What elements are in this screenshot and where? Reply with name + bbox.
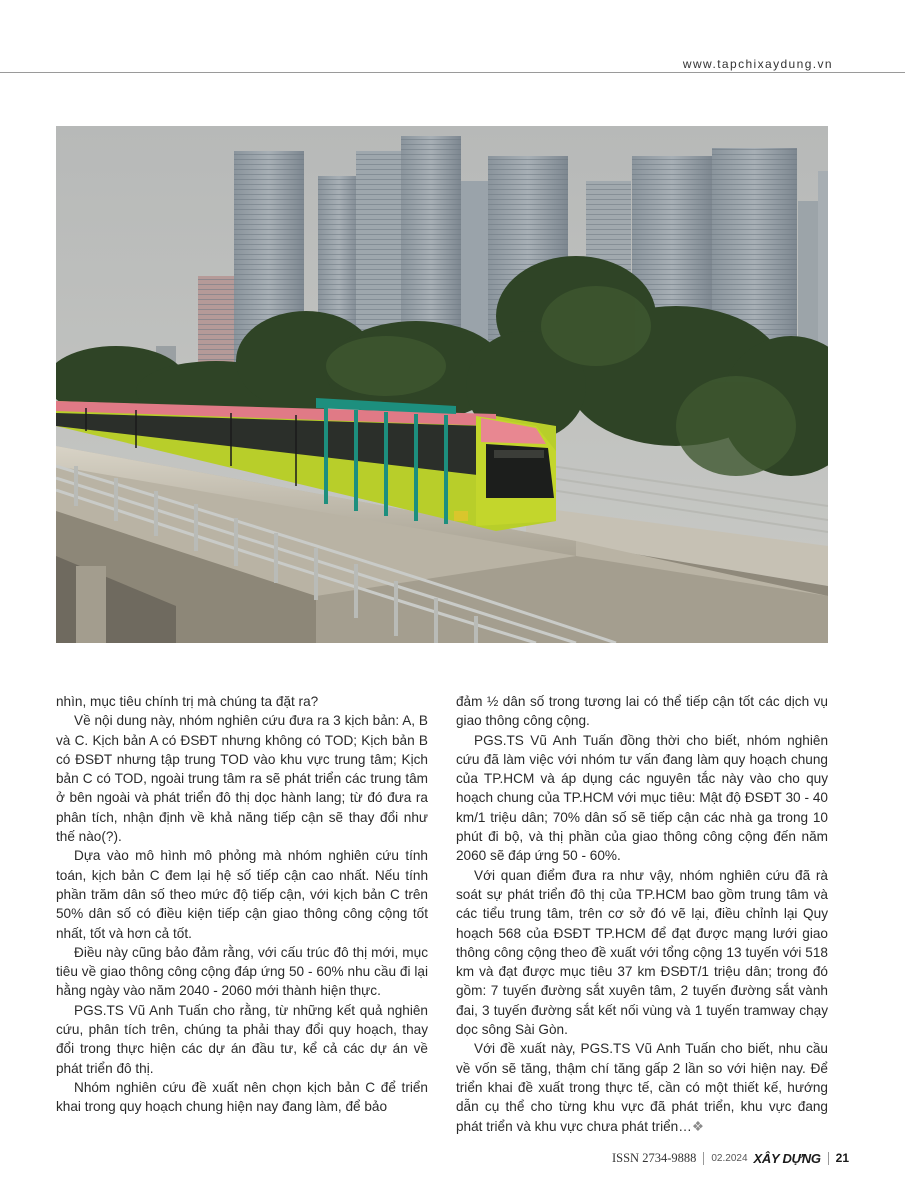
footer-divider [828,1152,829,1165]
page-number: 21 [835,1151,849,1165]
paragraph: Điều này cũng bảo đảm rằng, với cấu trúc đô thị mới, mục tiêu về giao thông công cộng đáp ứng 50 - 60% nhu cầu đi lại hằng ngày vào năm 2040 - 2060 mới thành hiện thực. [56,944,428,999]
issue-date: 02.2024 [711,1152,748,1164]
article-column-left [56,692,428,1117]
article-photo [56,126,828,643]
paragraph: nhìn, mục tiêu chính trị mà chúng ta đặt ra? [56,694,319,709]
article-column-right [456,692,828,1136]
paragraph: Với quan điểm đưa ra như vậy, nhóm nghiên cứu đã rà soát sự phát triển đô thị của TP.HCM bao gồm trung tâm và các tiểu trung tâm, trên cơ sở đó vẽ lại, điều chỉnh lại Quy hoạch 568 của ĐSĐT TP.HCM để đạt được mạng lưới giao thông công cộng theo đề xuất với tổng cộng 13 tuyến với 518 km và đạt được mục tiêu 37 km ĐSĐT/1 triệu dân; trong đó gồm: 7 tuyến đường sắt xuyên tâm, 2 tuyến đường sắt vành đai, 3 tuyến đường sắt kết nối vùng và 1 tuyến tramway chạy dọc sông Sài Gòn. [456,867,828,1038]
paragraph-text: Với đề xuất này, PGS.TS Vũ Anh Tuấn cho biết, nhu cầu về vốn sẽ tăng, thậm chí tăng gấp 2 lần so với hiện nay. Để triển khai đề xuất trong thực tế, cần có một thiết kế, hướng dẫn cụ thể cho từng khu vực đã phát triển, khu vực đang phát triển và khu vực chưa phát triển… [456,1041,828,1134]
issn-number: ISSN 2734-9888 [611,1150,697,1165]
paragraph-final [456,1039,828,1135]
end-mark-icon: ❖ [691,1118,705,1134]
header-rule [0,72,905,73]
page-footer [612,1150,849,1166]
paragraph: PGS.TS Vũ Anh Tuấn đồng thời cho biết, nhóm nghiên cứu đã làm việc với nhóm tư vấn đang làm quy hoạch chung của TP.HCM và áp dụng các nguyên tắc này vào cho quy hoạch chung của TP.HCM với mục tiêu: Mật độ ĐSĐT 30 - 40 km/1 triệu dân; 70% dân số sẽ tiếp cận các nhà ga trong 10 phút đi bộ, và thị phần của giao thông công cộng đến năm 2060 sẽ đáp ứng 50 - 60%. [456,732,828,864]
paragraph: PGS.TS Vũ Anh Tuấn cho rằng, từ những kết quả nghiên cứu, phân tích trên, chúng ta phải thay đổi quy hoạch, thay đổi trong thực hiện các dự án đầu tư, kể cả các dự án về phát triển đô thị. [56,1002,428,1076]
paragraph: đảm ½ dân số trong tương lai có thể tiếp cận tốt các dịch vụ giao thông công cộng. [456,694,828,729]
metro-train-photo [56,126,828,643]
footer-divider [703,1152,704,1165]
paragraph: Về nội dung này, nhóm nghiên cứu đưa ra 3 kịch bản: A, B và C. Kịch bản A có ĐSĐT nhưng không có TOD; Kịch bản B có ĐSĐT nhưng tập trung TOD vào khu vực trung tâm; Kịch bản C có TOD, ngoài trung tâm ra sẽ phát triển các trung tâm ở bên ngoài và phát triển đô thị dọc hành lang; từ đó đưa ra phân tích, nhận định về khả năng tiếp cận sẽ thay đổi như thế nào(?). [56,713,428,845]
paragraph: Nhóm nghiên cứu đề xuất nên chọn kịch bản C để triển khai trong quy hoạch chung hiện nay đang làm, để bảo [56,1079,428,1115]
site-url: www.tapchixaydung.vn [682,57,833,71]
magazine-name: XÂY DỰNG [753,1150,821,1166]
paragraph: Dựa vào mô hình mô phỏng mà nhóm nghiên cứu tính toán, kịch bản C đem lại hệ số tiếp cận cao nhất. Nếu tính phần trăm dân số theo mức độ tiếp cận, với kịch bản C trên 50% dân số có điều kiện tiếp cận giao thông công cộng tốt nhất, tốt và hơn cả tốt. [56,848,428,941]
